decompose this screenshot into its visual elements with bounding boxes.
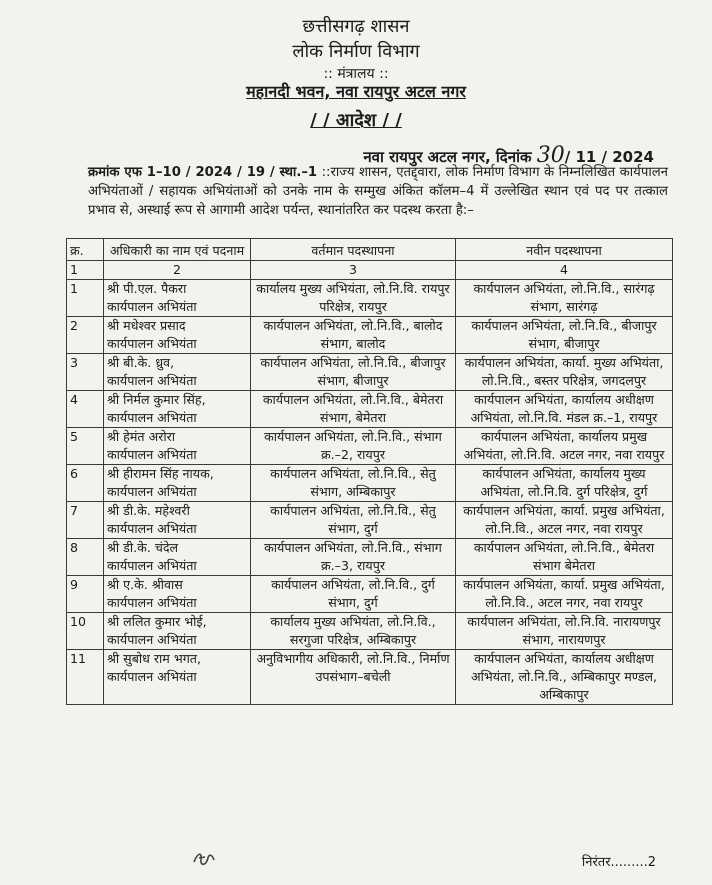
table-row [67, 576, 673, 613]
row-new-posting: कार्यपालन अभियंता, कार्यालय मुख्य अभियंता, लो.नि.वि. दुर्ग परिक्षेत्र, दुर्ग [456, 465, 673, 502]
column-number-row [67, 261, 673, 280]
officer-designation: कार्यपालन अभियंता [107, 595, 197, 610]
row-current-posting: कार्यपालन अभियंता, लो.नि.वि., संभाग क्र.–2, रायपुर [251, 428, 456, 465]
government-name: छत्तीसगढ़ शासन [302, 16, 410, 37]
row-new-posting: कार्यपालन अभियंता, कार्या. प्रमुख अभियंता, लो.नि.वि., अटल नगर, नवा रायपुर [456, 502, 673, 539]
row-officer [104, 576, 251, 613]
table-row [67, 465, 673, 502]
row-new-posting: कार्यपालन अभियंता, लो.नि.वि. नारायणपुर संभाग, नारायणपुर [456, 613, 673, 650]
row-current-posting: कार्यालय मुख्य अभियंता, लो.नि.वि. रायपुर परिक्षेत्र, रायपुर [251, 280, 456, 317]
row-current-posting: कार्यपालन अभियंता, लो.नि.वि., बीजापुर संभाग, बीजापुर [251, 354, 456, 391]
row-officer [104, 502, 251, 539]
office-address-text: महानदी भवन, नवा रायपुर अटल नगर [246, 82, 466, 101]
officer-designation: कार्यपालन अभियंता [107, 373, 197, 388]
signature-mark [190, 848, 220, 875]
row-new-posting: कार्यपालन अभियंता, लो.नि.वि., सारंगढ़ संभाग, सारंगढ़ [456, 280, 673, 317]
row-officer [104, 317, 251, 354]
office-name: :: मंत्रालय :: [323, 66, 389, 82]
row-officer [104, 613, 251, 650]
dateline-place: नवा रायपुर अटल नगर, दिनांक [363, 148, 532, 166]
office-address [0, 80, 712, 102]
col-number: 4 [456, 261, 673, 280]
officer-name: श्री डी.के. चंदेल [107, 540, 179, 555]
officer-designation: कार्यपालन अभियंता [107, 484, 197, 499]
order-reference: क्रमांक एफ 1–10 / 2024 / 19 / स्था.–1 [88, 165, 318, 180]
row-current-posting: कार्यपालन अभियंता, लो.नि.वि., सेतु संभाग, अम्बिकापुर [251, 465, 456, 502]
header-current-posting: वर्तमान पदस्थापना [251, 239, 456, 261]
row-current-posting: कार्यपालन अभियंता, लो.नि.वि., बेमेतरा संभाग, बेमेतरा [251, 391, 456, 428]
table-row [67, 613, 673, 650]
officer-name: श्री निर्मल कुमार सिंह, [107, 392, 206, 407]
order-title-text: / / आदेश / / [310, 110, 402, 131]
dateline-rest: / 11 / 2024 [564, 148, 654, 166]
header-officer: अधिकारी का नाम एवं पदनाम [104, 239, 251, 261]
continued-marker: निरंतर.........2 [581, 855, 656, 870]
row-current-posting: कार्यपालन अभियंता, लो.नि.वि., बालोद संभाग, बालोद [251, 317, 456, 354]
table-header-row [67, 239, 673, 261]
row-officer [104, 465, 251, 502]
order-body [88, 163, 668, 220]
signature-icon [190, 848, 220, 870]
row-new-posting: कार्यपालन अभियंता, लो.नि.वि., बेमेतरा संभाग बेमेतरा [456, 539, 673, 576]
table-row [67, 280, 673, 317]
transfer-table [66, 238, 673, 705]
officer-designation: कार्यपालन अभियंता [107, 632, 197, 647]
dateline-day: 30 [536, 143, 565, 168]
officer-designation: कार्यपालन अभियंता [107, 669, 197, 684]
table-row [67, 391, 673, 428]
row-officer [104, 428, 251, 465]
row-new-posting: कार्यपालन अभियंता, कार्यालय अधीक्षण अभियंता, लो.नि.वि. मंडल क्र.–1, रायपुर [456, 391, 673, 428]
row-sn: 3 [67, 354, 104, 391]
table-row [67, 539, 673, 576]
table-row [67, 317, 673, 354]
row-sn: 4 [67, 391, 104, 428]
officer-designation: कार्यपालन अभियंता [107, 299, 197, 314]
col-number: 2 [104, 261, 251, 280]
row-sn: 10 [67, 613, 104, 650]
row-current-posting: कार्यपालन अभियंता, लो.नि.वि., दुर्ग संभाग, दुर्ग [251, 576, 456, 613]
officer-designation: कार्यपालन अभियंता [107, 336, 197, 351]
officer-designation: कार्यपालन अभियंता [107, 447, 197, 462]
officer-designation: कार्यपालन अभियंता [107, 410, 197, 425]
row-officer [104, 391, 251, 428]
row-current-posting: कार्यालय मुख्य अभियंता, लो.नि.वि., सरगुजा परिक्षेत्र, अम्बिकापुर [251, 613, 456, 650]
row-officer [104, 539, 251, 576]
row-new-posting: कार्यपालन अभियंता, लो.नि.वि., बीजापुर संभाग, बीजापुर [456, 317, 673, 354]
officer-name: श्री पी.एल. पैकरा [107, 281, 187, 296]
row-officer [104, 650, 251, 705]
row-current-posting: कार्यपालन अभियंता, लो.नि.वि., सेतु संभाग, दुर्ग [251, 502, 456, 539]
row-sn: 5 [67, 428, 104, 465]
row-sn: 9 [67, 576, 104, 613]
table-row [67, 354, 673, 391]
officer-name: श्री हेमंत अरोरा [107, 429, 176, 444]
row-sn: 1 [67, 280, 104, 317]
row-new-posting: कार्यपालन अभियंता, कार्या. प्रमुख अभियंता, लो.नि.वि., अटल नगर, नवा रायपुर [456, 576, 673, 613]
row-officer [104, 280, 251, 317]
officer-name: श्री ललित कुमार भोई, [107, 614, 207, 629]
row-current-posting: कार्यपालन अभियंता, लो.नि.वि., संभाग क्र.–3, रायपुर [251, 539, 456, 576]
row-sn: 2 [67, 317, 104, 354]
order-title [0, 108, 712, 132]
row-officer [104, 354, 251, 391]
header-sn: क्र. [67, 239, 104, 261]
row-sn: 7 [67, 502, 104, 539]
row-new-posting: कार्यपालन अभियंता, कार्यालय अधीक्षण अभियंता, लो.नि.वि., अम्बिकापुर मण्डल, अम्बिकापुर [456, 650, 673, 705]
officer-designation: कार्यपालन अभियंता [107, 558, 197, 573]
row-new-posting: कार्यपालन अभियंता, कार्या. मुख्य अभियंता, लो.नि.वि., बस्तर परिक्षेत्र, जगदलपुर [456, 354, 673, 391]
table-row [67, 428, 673, 465]
officer-name: श्री डी.के. महेश्वरी [107, 503, 190, 518]
row-sn: 6 [67, 465, 104, 502]
table-row [67, 650, 673, 705]
department-name: लोक निर्माण विभाग [292, 41, 420, 62]
officer-name: श्री मधेश्वर प्रसाद [107, 318, 186, 333]
officer-designation: कार्यपालन अभियंता [107, 521, 197, 536]
order-text: ::राज्य शासन, एतद्द्वारा, लोक निर्माण विभाग के निम्नलिखित कार्यपालन अभियंताओं / सहायक अभियंताओं को उनके नाम के सम्मुख अंकित कॉलम–4 में उल्लेखित स्थान एवं पद पर तत्काल प्रभाव से, अस्थाई रूप से आगामी आदेश पर्यन्त, स्थानांतरित कर पदस्थ करता है:– [88, 165, 668, 218]
officer-name: श्री सुबोध राम भगत, [107, 651, 201, 666]
row-sn: 11 [67, 650, 104, 705]
table-row [67, 502, 673, 539]
col-number: 3 [251, 261, 456, 280]
row-current-posting: अनुविभागीय अधिकारी, लो.नि.वि., निर्माण उपसंभाग–बचेली [251, 650, 456, 705]
row-sn: 8 [67, 539, 104, 576]
officer-name: श्री बी.के. ध्रुव, [107, 355, 175, 370]
header-new-posting: नवीन पदस्थापना [456, 239, 673, 261]
officer-name: श्री हीरामन सिंह नायक, [107, 466, 214, 481]
col-number: 1 [67, 261, 104, 280]
row-new-posting: कार्यपालन अभियंता, कार्यालय प्रमुख अभियंता, लो.नि.वि. अटल नगर, नवा रायपुर [456, 428, 673, 465]
officer-name: श्री ए.के. श्रीवास [107, 577, 183, 592]
